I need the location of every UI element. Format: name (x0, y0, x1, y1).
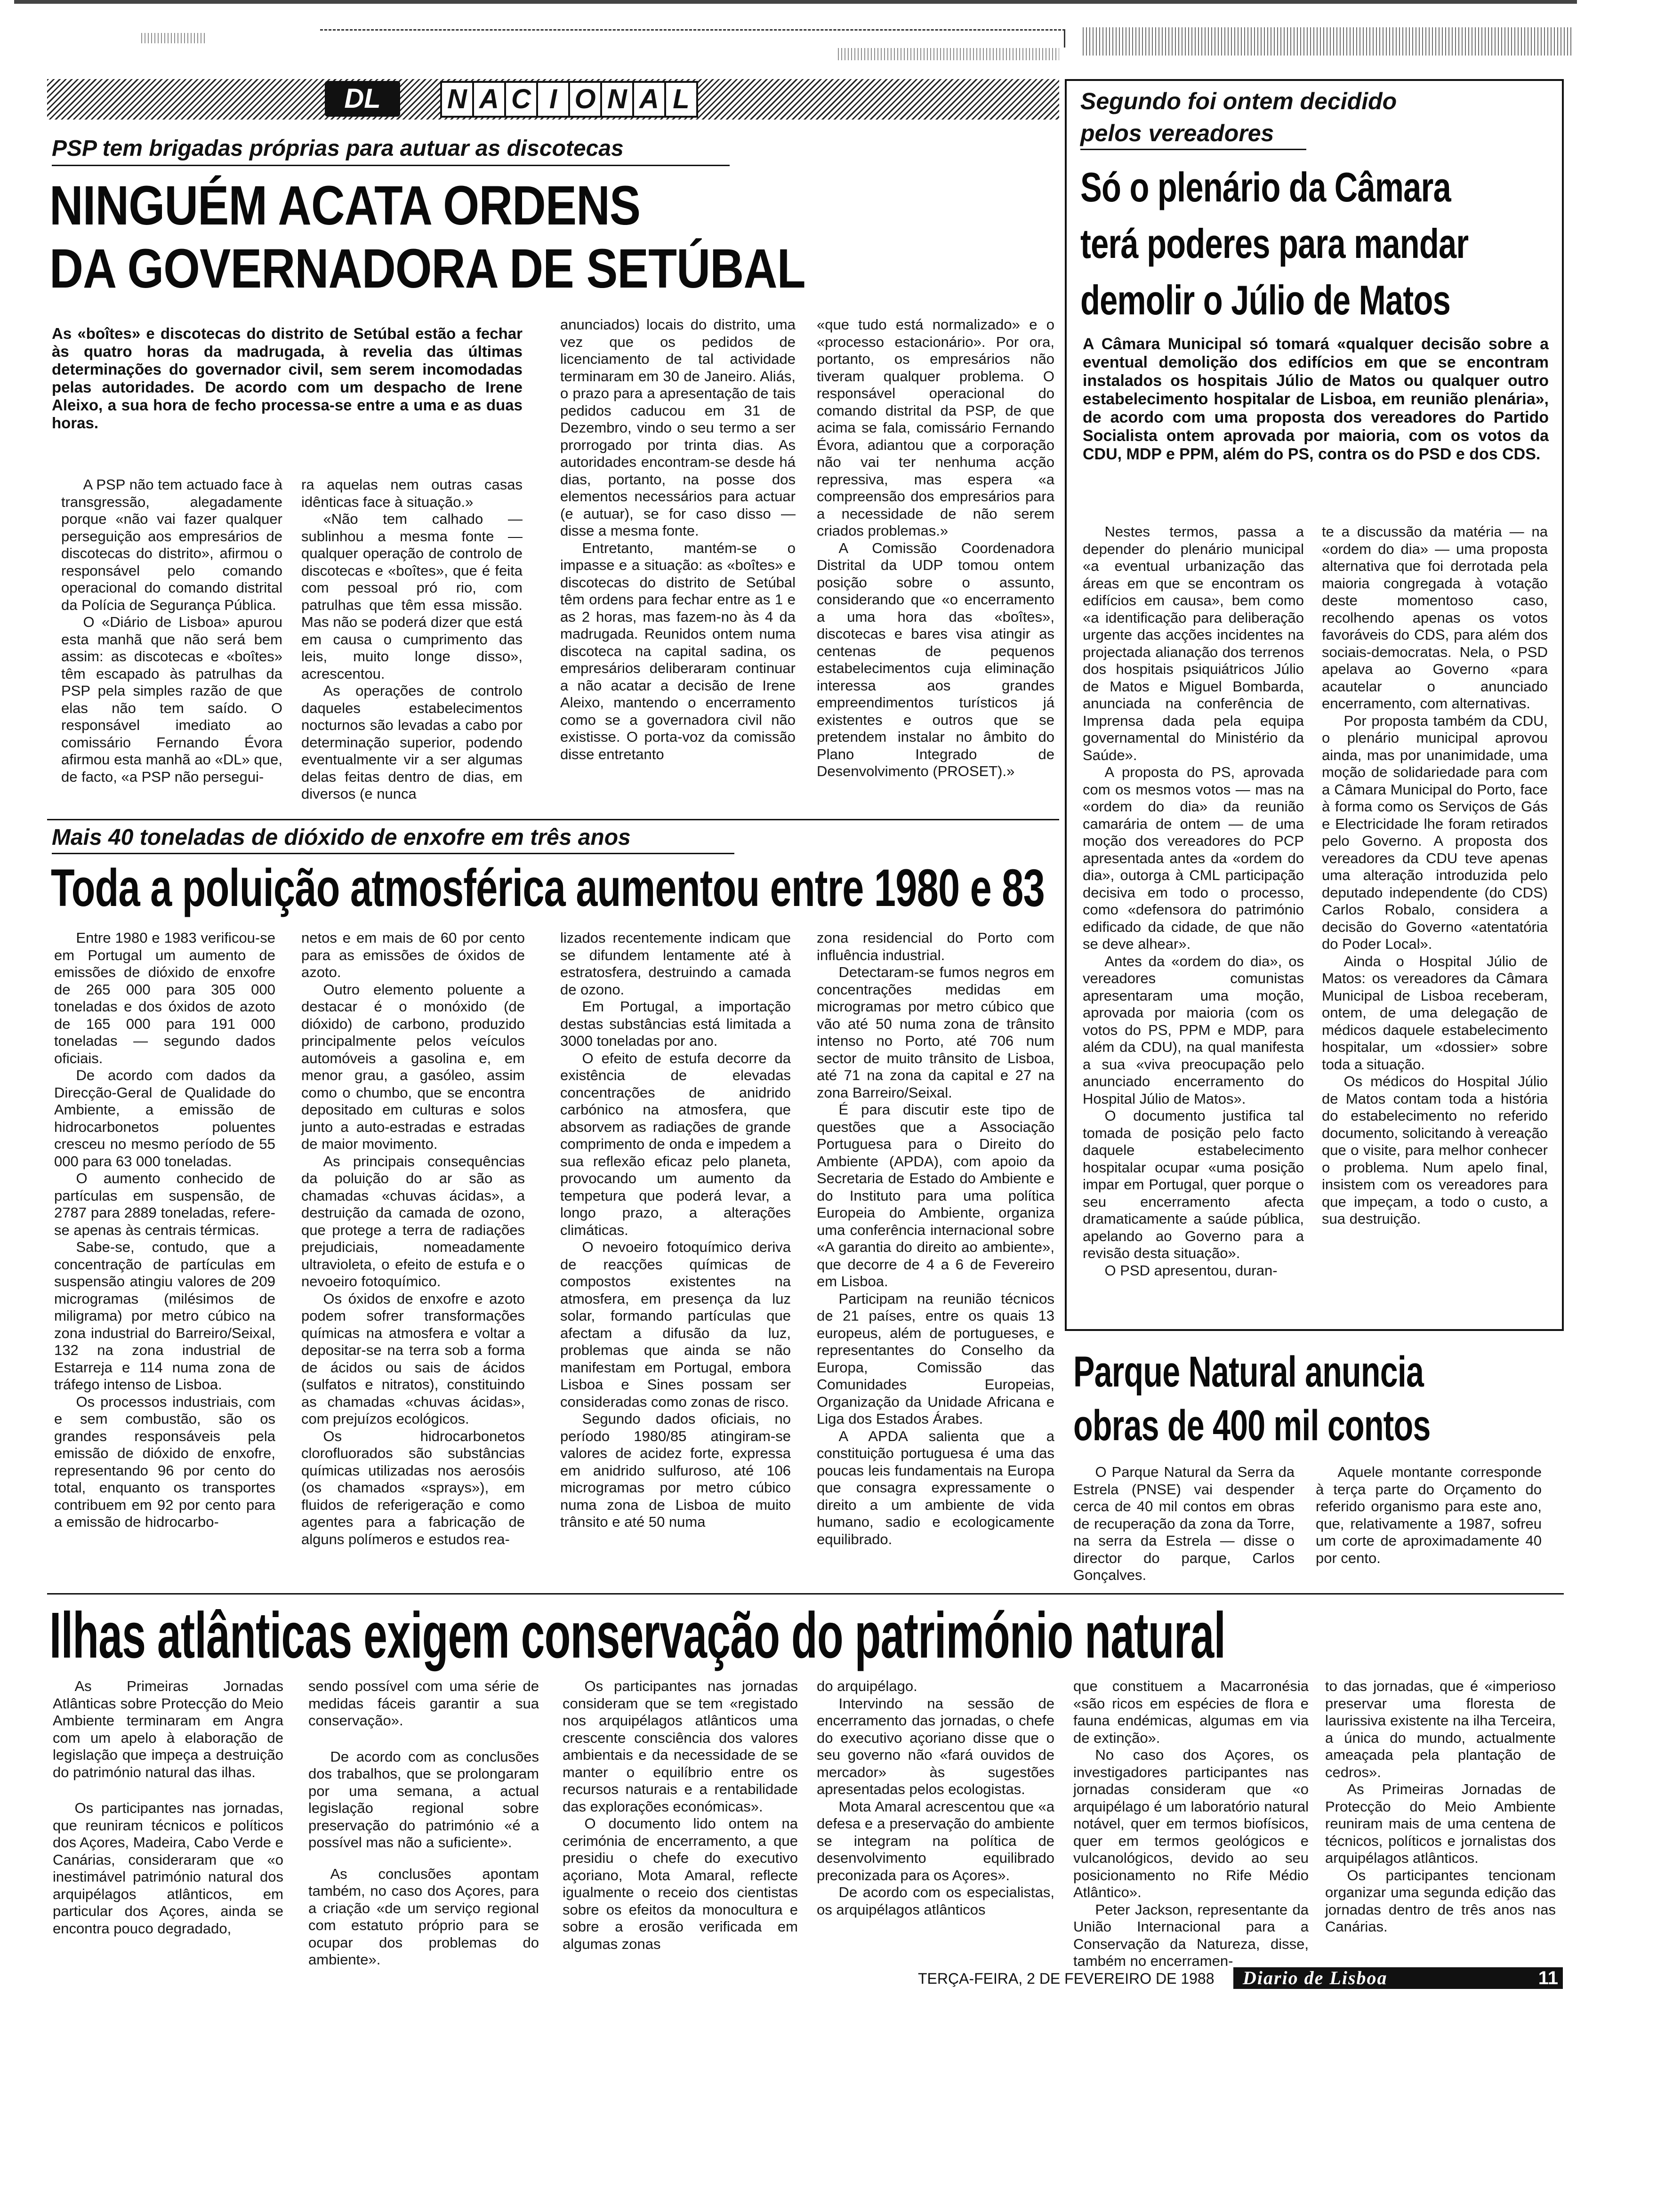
paragraph: De acordo com os especialistas, os arquipélagos atlânticos (817, 1884, 1054, 1918)
kicker-underline (52, 165, 730, 166)
kicker-julio-2: pelos vereadores (1080, 120, 1274, 146)
body-poluicao-col3 (560, 930, 791, 1531)
paragraph: ra aquelas nem outras casas idênticas face à situação.» (301, 476, 523, 510)
section-letter: N (600, 81, 634, 118)
body-poluicao-col4 (817, 930, 1054, 1548)
body-parque-col1 (1073, 1464, 1295, 1584)
paragraph: O aumento conhecido de partículas em suspensão, de 2787 para 2889 toneladas, refere-se apenas às centrais térmicas. (54, 1170, 275, 1238)
paragraph: Sabe-se, contudo, que a concentração de partículas em suspensão atingiu valores de 209 microgramas (milésimos de miligrama) por metro cúbico na zona industrial do Barreiro/Seixal, 132 na zona industrial de Estarreja e 114 numa zona de tráfego intenso de Lisboa. (54, 1239, 275, 1393)
section-letter: A (632, 81, 666, 118)
headline-discotecas-1: NINGUÉM ACATA ORDENS (49, 175, 641, 237)
body-julio-col1 (1083, 523, 1304, 1279)
paragraph: O PSD apresentou, duran- (1104, 1262, 1278, 1279)
paragraph: As Primeiras Jornadas de Protecção do Meio Ambiente reuniram mais de uma centena de técnicos, políticos e jornalistas dos arquipélagos atlânticos. (1325, 1781, 1556, 1866)
top-edge-rule (14, 0, 1577, 4)
headline-julio-3: demolir o Júlio de Matos (1080, 277, 1450, 323)
headline-julio-2: terá poderes para mandar (1080, 220, 1469, 267)
paragraph: que constituem a Macarronésia «são ricos em espécies de flora e fauna endémicas, algumas em via de extinção». (1073, 1678, 1309, 1746)
paragraph: As Primeiras Jornadas Atlânticas sobre Protecção do Meio Ambiente terminaram em Angra com um apelo à elaboração de legislação que impeça a destruição do património natural das ilhas. (53, 1678, 283, 1780)
paragraph: Aquele montante corresponde à terça parte do Orçamento do referido organismo para este ano, que, relativamente a 1987, sofreu um corte de aproximadamente 40 por cento. (1316, 1464, 1542, 1566)
paragraph: Antes da «ordem do dia», os vereadores comunistas apresentaram uma moção, aprovada por maioria (com os votos do PS, PPM e MDP, para além da CDU), na qual manifesta a sua «viva preocupação pelo anunciado encerramento do Hospital Júlio de Matos». (1083, 953, 1304, 1107)
section-letter: C (504, 81, 538, 118)
body-discotecas-col3 (560, 316, 796, 763)
paragraph: Os hidrocarbonetos clorofluorados são substâncias químicas utilizadas nos aerosóis (os chamados «sprays»), em fluidos de referigeração e como agentes para a fabricação de alguns polímeros e estudos rea- (301, 1427, 525, 1547)
paragraph: De acordo com as conclusões dos trabalhos, que se prolongaram por uma semana, a actual legislação regional sobre preservação do património «é a possível mas não a suficiente». (308, 1748, 539, 1851)
paragraph: O «Diário de Lisboa» apurou esta manhã que não será bem assim: as discotecas e «boîtes» têm escapado às patrulhas da PSP pela simples razão de que elas não tem saído. O responsável imediato ao comissário Fernando Évora afirmou esta manhã ao «DL» que, de facto, «a PSP não persegui- (61, 614, 282, 785)
paragraph: te a discussão da matéria — na «ordem do dia» — uma proposta alternativa que foi derrotada pela maioria congregada à votação deste momentoso caso, recolhendo apenas os votos favoráveis do CDS, para além dos sociais-democratas. Nela, o PSD apelava ao Governo «para acautelar o anunciado encerramento, com alternativas. (1322, 523, 1548, 712)
paragraph: Ainda o Hospital Júlio de Matos: os vereadores da Câmara Municipal de Lisboa receberam, ontem, de uma delegação de médicos daquele estabelecimento hospitalar, um «dossier» sobre toda a situação. (1322, 953, 1548, 1073)
lead-julio: A Câmara Municipal só tomará «qualquer decisão sobre a eventual demolição dos edifícios em que se encontram instalados os hospitais Júlio de Matos ou qualquer outro estabelecimento hospitalar de Lisboa, em reunião plenária», de acordo com uma proposta dos vereadores do Partido Socialista ontem aprovada por maioria, com os votos da CDU, MDP e PPM, além do PS, contra os do PSD e dos CDS. (1083, 335, 1549, 463)
paragraph: Nestes termos, passa a depender do plenário municipal «a eventual urbanização das áreas em que se encontram os edifícios em causa», bem como «a identificação para deliberação urgente das acções incidentes na projectada alianação dos terrenos dos hospitais psiquiátricos Júlio de Matos e Miguel Bombarda, anunciada na conferência de Imprensa dada pela equipa governamental do Ministério da Saúde». (1083, 523, 1304, 763)
footer-masthead: Diario de Lisboa (1243, 1967, 1388, 1988)
headline-poluicao: Toda a poluição atmosférica aumentou entre 1980 e 83 (51, 858, 1045, 917)
paragraph: A PSP não tem actuado face à transgressão, alegadamente porque «não vai fazer qualquer perseguição aos empresários de discotecas do distrito», afirmou o responsável pelo comando operacional do comando distrital da Polícia de Segurança Pública. (61, 476, 282, 613)
paragraph: O documento lido ontem na cerimónia de encerramento, a que presidiu o chefe do executivo açoriano, Mota Amaral, reflecte igualmente o receio dos cientistas sobre os efeitos da monocultura e sobre a erosão verificada em algumas zonas (563, 1815, 798, 1952)
section-title-nacional (440, 81, 696, 118)
paragraph: Os participantes tencionam organizar uma segunda edição das jornadas dentro de três anos nas Canárias. (1325, 1867, 1556, 1935)
paragraph: Os participantes nas jornadas consideram que se tem «registado nos arquipélagos atlânticos uma crescente consciência dos valores ambientais e da necessidade de se manter o equilíbrio entre os recursos naturais e a rentabilidade das explorações económicas». (563, 1678, 798, 1815)
paragraph: do arquipélago. (817, 1678, 917, 1694)
scan-artifact (838, 48, 1059, 60)
paragraph: Entre 1980 e 1983 verificou-se em Portugal um aumento de emissões de dióxido de enxofre de 265 000 para 305 000 toneladas e dos óxidos de azoto de 165 000 para 191 000 toneladas — segundo dados oficiais. (54, 930, 275, 1066)
headline-parque-2: obras de 400 mil contos (1073, 1402, 1431, 1450)
body-poluicao-col2 (301, 930, 525, 1548)
kicker-poluicao: Mais 40 toneladas de dióxido de enxofre em três anos (52, 825, 631, 850)
section-letter: A (472, 81, 506, 118)
kicker-underline (52, 853, 734, 854)
kicker-julio-1: Segundo foi ontem decidido (1080, 88, 1397, 114)
paragraph: Participam na reunião técnicos de 21 países, entre os quais 13 europeus, além de portugueses, e representantes do Conselho da Europa, Comissão das Comunidades Europeias, Organização da Unidade Africana e Liga dos Estados Árabes. (817, 1290, 1054, 1427)
paragraph: Intervindo na sessão de encerramento das jornadas, o chefe do executivo açoriano disse que o seu governo não «fará ouvidos de mercador» às sugestões apresentadas pelos ecologistas. (817, 1695, 1054, 1797)
paragraph: As conclusões apontam também, no caso dos Açores, para a criação «de um serviço regional com estatuto próprio para se ocupar dos problemas do ambiente». (308, 1865, 539, 1968)
paragraph: netos e em mais de 60 por cento para as emissões de óxidos de azoto. (301, 930, 525, 980)
body-ilhas-col4 (817, 1678, 1054, 1918)
section-letter: O (568, 81, 602, 118)
section-letter: I (536, 81, 570, 118)
footer-date: TERÇA-FEIRA, 2 DE FEVEREIRO DE 1988 (918, 1970, 1215, 1987)
body-discotecas-col2 (301, 476, 523, 803)
paragraph: Peter Jackson, representante da União Internacional para a Conservação da Natureza, disse, também no encerramen- (1073, 1901, 1309, 1969)
headline-ilhas: Ilhas atlânticas exigem conservação do património natural (49, 1599, 1226, 1672)
paragraph: «que tudo está normalizado» e o «processo estacionário». Por ora, portanto, os empresários não tiveram qualquer problema. O responsável operacional do comando distrital da PSP, de que acima se fala, comissário Fernando Évora, adiantou que a corporação não vai ter nenhuma acção repressiva, mas espera «a compreensão dos empresários para a necessidade de não serem criados problemas.» (817, 316, 1054, 539)
paragraph: No caso dos Açores, os investigadores participantes nas jornadas consideram que «o arquipélago é um laboratório natural notável, quer em termos biofísicos, quer em termos geológicos e vulcanológicos, devido ao seu posicionamento no Rife Médio Atlântico». (1073, 1747, 1309, 1900)
section-divider (47, 819, 1059, 820)
paragraph: sendo possível com uma série de medidas fáceis garantir a sua conservação». (308, 1678, 539, 1729)
paragraph: Entretanto, mantém-se o impasse e a situação: as «boîtes» e discotecas do distrito de Setúbal têm ordens para fechar entre as 1 e as 2 horas, mas fazem-no às 4 da madrugada. Reunidos ontem numa discoteca na capital sadina, os empresários deliberaram continuar a não acatar a decisão de Irene Aleixo, mantendo o encerramento como se a governadora civil não existisse. O porta-voz da comissão disse entretanto (560, 539, 796, 762)
paragraph: As operações de controlo daqueles estabelecimentos nocturnos são levadas a cabo por determinação superior, podendo eventualmente vir a ser algumas delas feitas dentro de dias, em diversos (e nunca (301, 682, 523, 802)
paragraph: É para discutir este tipo de questões que a Associação Portuguesa para o Direito do Ambiente (APDA), com apoio da Secretaria de Estado do Ambiente e do Instituto para uma política Europeia do Ambiente, organiza uma conferência internacional sobre «A garantia do direito ao ambiente», que decorre de 4 a 6 de Fevereiro em Lisboa. (817, 1101, 1054, 1290)
paragraph: Em Portugal, a importação destas substâncias está limitada a 3000 toneladas por ano. (560, 998, 791, 1049)
paragraph: to das jornadas, que é «imperioso preservar uma floresta de laurissiva existente na ilha Terceira, a única do mundo, actualmente ameaçada pela plantação de cedros». (1325, 1678, 1556, 1780)
kicker-underline (1080, 149, 1306, 150)
paragraph: O documento justifica tal tomada de posição pelo facto daquele estabelecimento hospitalar ocupar «uma posição impar em Portugal, quer porque o seu encerramento afecta dramaticamente a saúde pública, apelando ao Governo para a revisão desta situação». (1083, 1107, 1304, 1261)
paragraph: Os participantes nas jornadas, que reuniram técnicos e políticos dos Açores, Madeira, Cabo Verde e Canárias, consideraram que «o inestimável património natural dos arquipélagos atlânticos, em particular dos Açores, ainda se encontra pouco degradado, (53, 1800, 283, 1937)
headline-parque-1: Parque Natural anuncia (1073, 1348, 1424, 1396)
scan-artifact-frame (320, 29, 1065, 48)
headline-julio-1: Só o plenário da Câmara (1080, 164, 1451, 210)
paragraph: A APDA salienta que a constituição portuguesa é uma das poucas leis fundamentais na Europa que consagra expressamente o direito a um ambiente de vida humano, sadio e ecologicamente equilibrado. (817, 1427, 1054, 1547)
paragraph: De acordo com dados da Direcção-Geral de Qualidade do Ambiente, a emissão de hidrocarbonetos poluentes cresceu no mesmo período de 55 000 para 63 000 toneladas. (54, 1067, 275, 1170)
body-ilhas-col1 (53, 1678, 283, 1937)
body-poluicao-col1 (54, 930, 275, 1531)
body-ilhas-col3 (563, 1678, 798, 1953)
paragraph: Mota Amaral acrescentou que «a defesa e a preservação do ambiente se integram na política de desenvolvimento equilibrado preconizada para os Açores». (817, 1798, 1054, 1883)
lead-discotecas: As «boîtes» e discotecas do distrito de Setúbal estão a fechar às quatro horas da madrugada, à revelia das últimas determinações do governador civil, sem serem incomodadas pelas autoridades. De acordo com um despacho de Irene Aleixo, a sua hora de fecho processa-se entre a uma e as duas horas. (52, 325, 523, 432)
paragraph: Os médicos do Hospital Júlio de Matos contam toda a história do estabelecimento no referido documento, solicitando à vereação que o visite, para melhor conhecer o problema. Num apelo final, insistem com os vereadores para que impeçam, a todo o custo, a sua destruição. (1322, 1073, 1548, 1227)
body-ilhas-col2 (308, 1678, 539, 1969)
paragraph: anunciados) locais do distrito, uma vez que os pedidos de licenciamento de tal actividade terminaram em 30 de Janeiro. Aliás, o prazo para a apresentação de tais pedidos caducou em 31 de Dezembro, vindo o seu termo a ser prorrogado por trinta dias. As autoridades encontram-se desde há dias, portanto, na posse dos elementos necessários para actuar (e autuar), se for caso disso — disse a mesma fonte. (560, 316, 796, 539)
paragraph: Os óxidos de enxofre e azoto podem sofrer transformações químicas na atmosfera e voltar a depositar-se na terra sob a forma de ácidos ou sais de ácidos (sulfatos e nitratos), constituindo as chamadas «chuvas ácidas», com prejuízos ecológicos. (301, 1290, 525, 1427)
section-letter: N (440, 81, 474, 118)
body-discotecas-col4 (817, 316, 1054, 780)
footer-page-number: 11 (1538, 1968, 1558, 1988)
paragraph: Outro elemento poluente a destacar é o monóxido (de dióxido) de carbono, produzido principalmente pelos veículos automóveis a gasolina e, em menor grau, a gasóleo, assim como o chumbo, que se encontra depositado em culturas e solos junto a auto-estradas e estradas de maior movimento. (301, 981, 525, 1152)
paragraph: O Parque Natural da Serra da Estrela (PNSE) vai despender cerca de 40 mil contos em obras de recuperação da zona da Torre, na serra da Estrela — disse o director do parque, Carlos Gonçalves. (1073, 1464, 1295, 1583)
paragraph: A proposta do PS, aprovada com os mesmos votos — mas na «ordem do dia» da reunião camarária de ontem — de uma moção dos vereadores do PCP apresentada antes da «ordem do dia», outorga à CML participação decisiva em todo o processo, como «defensora do património edificado da cidade, de que não se deve alhear». (1083, 764, 1304, 952)
paragraph: Detectaram-se fumos negros em concentrações medidas em microgramas por metro cúbico que vão até 50 numa zona de trânsito intenso no Porto, até 706 num sector de muito trânsito de Lisboa, até 71 na zona da capital e 27 na zona Barreiro/Seixal. (817, 964, 1054, 1101)
body-ilhas-col6 (1325, 1678, 1556, 1936)
scan-artifact (1083, 27, 1572, 56)
dl-logo: DL (325, 81, 400, 117)
paragraph: As principais consequências da poluição do ar são as chamadas «chuvas ácidas», a destruição da camada de ozono, que protege a terra de radiações prejudiciais, nomeadamente ultravioleta, o efeito de estufa e o nevoeiro fotoquímico. (301, 1153, 525, 1290)
section-letter: L (664, 81, 698, 118)
paragraph: zona residencial do Porto com influência industrial. (817, 930, 1054, 963)
paragraph: Por proposta também da CDU, o plenário municipal aprovou ainda, mas por unanimidade, uma moção de solidariedade para com a Câmara Municipal do Porto, face à forma como os Serviços de Gás e Electricidade lhe foram retirados pelo Governo. A proposta dos vereadores da CDU teve apenas uma alteração introduzida pelo deputado independente (do CDS) Carlos Robalo, considera a decisão do Governo «atentatória do Poder Local». (1322, 712, 1548, 952)
scan-artifact (141, 33, 207, 43)
paragraph: A Comissão Coordenadora Distrital da UDP tomou ontem posição sobre o assunto, considerando que «o encerramento a uma hora das «boîtes», discotecas e bares visa atingir as centenas de pequenos estabelecimentos cuja eliminação interessa aos grandes empreendimentos turísticos já existentes e outros que se pretendem instalar no âmbito do Plano Integrado de Desenvolvimento (PROSET).» (817, 539, 1054, 779)
body-ilhas-col5 (1073, 1678, 1309, 1970)
body-parque-col2 (1316, 1464, 1542, 1567)
kicker-discotecas: PSP tem brigadas próprias para autuar as discotecas (52, 136, 624, 161)
paragraph: lizados recentemente indicam que se difundem lentamente até à estratosfera, destruindo a camada de ozono. (560, 930, 791, 998)
paragraph: «Não tem calhado — sublinhou a mesma fonte — qualquer operação de controlo de discotecas e «boîtes», que é feita com pessoal pró rio, com patrulhas que têm essa missão. Mas não se poderá dizer que está em causa o cumprimento das leis, muito longe disso», acrescentou. (301, 511, 523, 682)
headline-discotecas-2: DA GOVERNADORA DE SETÚBAL (49, 238, 805, 300)
paragraph: Segundo dados oficiais, no período 1980/85 atingiram-se valores de acidez forte, expressa em anidrido sulfuroso, até 106 microgramas por metro cúbico numa zona de Lisboa de muito trânsito e até 50 numa (560, 1411, 791, 1530)
section-divider (47, 1593, 1564, 1595)
body-julio-col2 (1322, 523, 1548, 1228)
paragraph: O nevoeiro fotoquímico deriva de reacções químicas de compostos existentes na atmosfera, em presença da luz solar, formando partículas que afectam a difusão da luz, problemas que ainda se não manifestam em Portugal, embora Lisboa e Sines possam ser consideradas como zonas de risco. (560, 1239, 791, 1410)
paragraph: O efeito de estufa decorre da existência de elevadas concentrações de anidrido carbónico na atmosfera, que absorvem as radiações de grande comprimento de onda e impedem a sua reflexão eficaz pelo planeta, provocando um aumento da tempetura que poderá levar, a longo prazo, a alterações climáticas. (560, 1050, 791, 1238)
body-discotecas-col1 (61, 476, 282, 785)
paragraph: Os processos industriais, com e sem combustão, são os grandes responsáveis pela emissão de dióxido de enxofre, representando 96 por cento do total, enquanto os transportes contribuem em 92 por cento para a emissão de hidrocarbo- (54, 1393, 275, 1530)
